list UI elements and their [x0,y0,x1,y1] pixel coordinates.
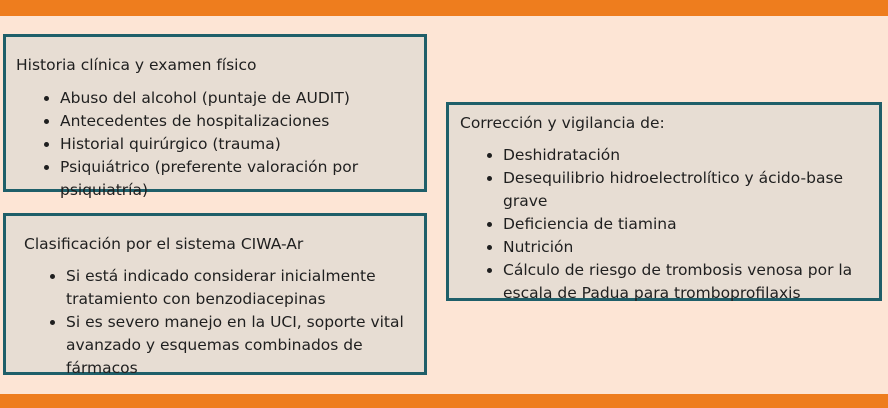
bullet-list [50,265,424,380]
box-title: Clasificación por el sistema CIWA-Ar [24,235,304,253]
list-item [44,110,424,133]
list-item [44,156,424,202]
list-item-text: Desequilibrio hidroelectrolítico y ácido-base grave [503,169,844,210]
list-item-text: Psiquiátrico (preferente valoración por psiquiatría) [60,158,359,199]
list-item-text: Cálculo de riesgo de trombosis venosa por la escala de Padua para tromboprofilaxis [503,261,853,302]
list-item [44,133,424,156]
bullet-list [487,144,879,305]
bullet-icon [487,245,492,250]
bottom-accent-bar [0,394,888,408]
list-item-text: Historial quirúrgico (trauma) [60,135,281,153]
box-title: Historia clínica y examen físico [16,56,257,74]
bullet-icon [487,268,492,273]
ciwa-classification-box [3,213,427,375]
bullet-icon [44,142,49,147]
list-item-text: Deficiencia de tiamina [503,215,677,233]
list-item [487,144,879,167]
list-item [487,167,879,213]
list-item-text: Deshidratación [503,146,621,164]
list-item-text: Abuso del alcohol (puntaje de AUDIT) [60,89,350,107]
bullet-icon [487,153,492,158]
correction-monitoring-box [446,102,882,301]
box-title: Corrección y vigilancia de: [460,114,665,132]
history-exam-box [3,34,427,199]
list-item-text: Antecedentes de hospitalizaciones [60,112,330,130]
bullet-icon [487,176,492,181]
bullet-icon [487,222,492,227]
list-item [50,265,424,311]
list-item-text: Nutrición [503,238,574,256]
bullet-list [44,87,424,202]
bullet-icon [44,165,49,170]
list-item-text: Si es severo manejo en la UCI, soporte vital avanzado y esquemas combinados de fármacos [66,313,404,377]
bullet-icon [44,96,49,101]
bullet-icon [44,119,49,124]
list-item [44,87,424,110]
top-accent-bar [0,0,888,16]
bullet-icon [50,320,55,325]
list-item [487,259,879,305]
list-item-text: Si está indicado considerar inicialmente tratamiento con benzodiacepinas [66,267,376,308]
list-item [487,213,879,236]
list-item [50,311,424,380]
bullet-icon [50,274,55,279]
list-item [487,236,879,259]
